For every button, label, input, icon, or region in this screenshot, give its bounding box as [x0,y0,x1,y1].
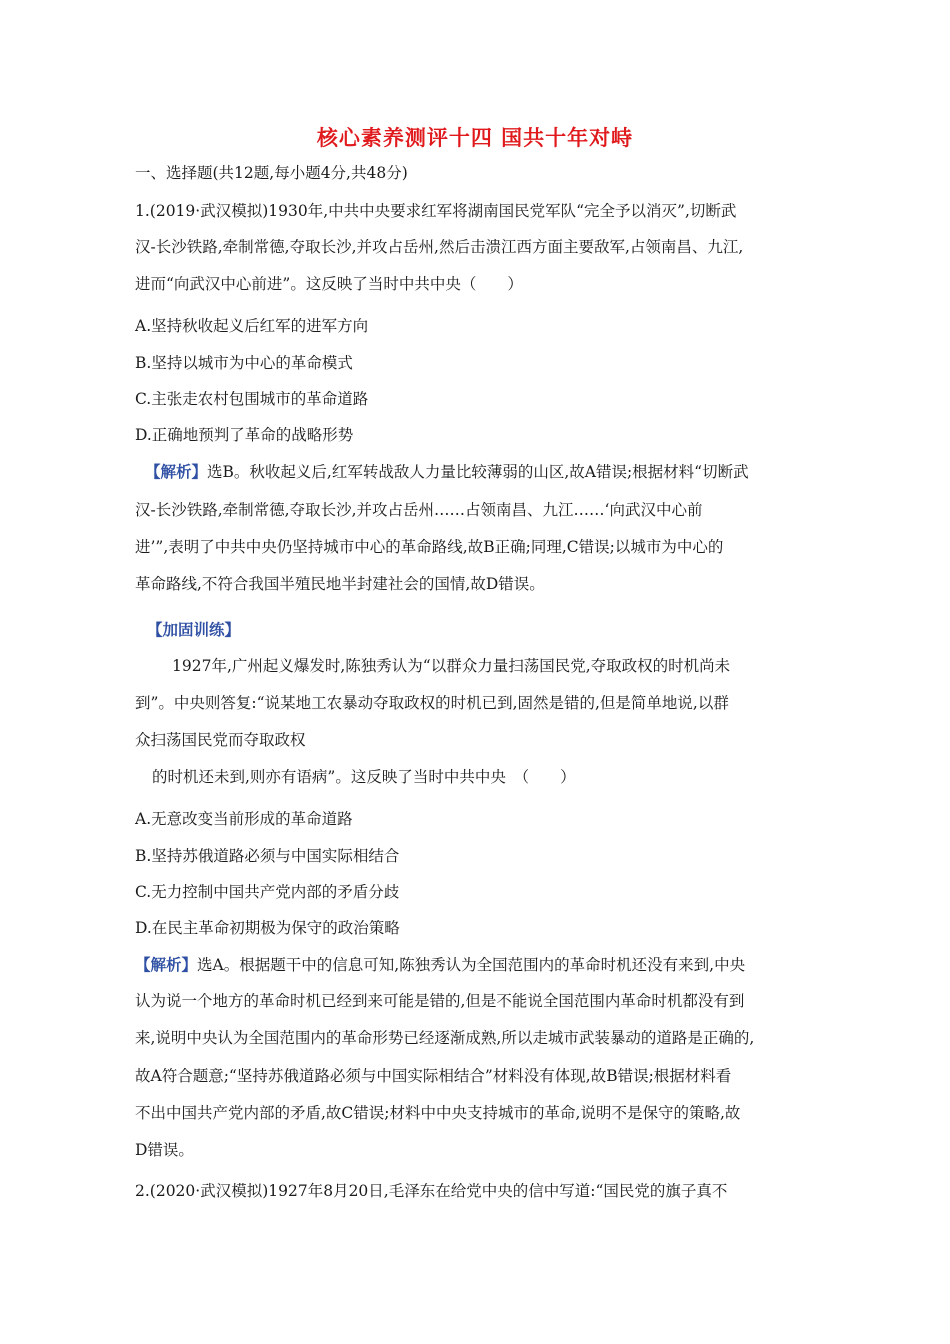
practice-analysis-tag: 【解析】 [135,955,198,974]
practice-analysis-line-4: 故A符合题意;“坚持苏俄道路必须与中国实际相结合”材料没有体现,故B错误;根据材料看 [135,1067,732,1085]
practice-stem-line-2: 到”。中央则答复:“说某地工农暴动夺取政权的时机已到,固然是错的,但是简单地说,以群 [135,694,729,712]
practice-analysis-line-1 [135,954,825,976]
q1-option-c: C.主张走农村包围城市的革命道路 [135,390,369,408]
q2-stem-line-1: 2.(2020·武汉模拟)1927年8月20日,毛泽东在给党中央的信中写道:“国民党的旗子真不 [135,1182,728,1200]
q1-analysis-line-1 [145,461,835,483]
section-heading: 一、选择题(共12题,每小题4分,共48分) [135,164,408,182]
practice-option-b: B.坚持苏俄道路必须与中国实际相结合 [135,847,400,865]
q1-analysis-tag: 【解析】 [145,462,208,481]
q1-analysis-text-1: 选B。秋收起义后,红军转战敌人力量比较薄弱的山区,故A错误;根据材料“切断武 [207,463,749,481]
q1-option-d: D.正确地预判了革命的战略形势 [135,426,354,444]
practice-analysis-line-5: 不出中国共产党内部的矛盾,故C错误;材料中中央支持城市的革命,说明不是保守的策略,故 [135,1104,741,1122]
practice-option-a: A.无意改变当前形成的革命道路 [135,810,353,828]
practice-tag: 【加固训练】 [147,620,241,639]
practice-option-d: D.在民主革命初期极为保守的政治策略 [135,919,400,937]
practice-analysis-line-3: 来,说明中央认为全国范围内的革命形势已经逐渐成熟,所以走城市武装暴动的道路是正确的, [135,1029,755,1047]
q1-stem-line-1: 1.(2019·武汉模拟)1930年,中共中央要求红军将湖南国民党军队“完全予以消灭”,切断武 [135,202,737,220]
q1-option-b: B.坚持以城市为中心的革命模式 [135,354,353,372]
practice-stem-line-4: 的时机还未到,则亦有语病”。这反映了当时中共中央 （ ） [152,768,576,786]
page-title: 核心素养测评十四 国共十年对峙 [316,125,634,150]
q1-analysis-line-4: 革命路线,不符合我国半殖民地半封建社会的国情,故D错误。 [135,575,545,593]
practice-analysis-line-6: D错误。 [135,1141,194,1159]
q1-option-a: A.坚持秋收起义后红军的进军方向 [135,317,369,335]
practice-stem-line-1: 1927年,广州起义爆发时,陈独秀认为“以群众力量扫荡国民党,夺取政权的时机尚未 [172,657,731,675]
q1-stem-line-3: 进而“向武汉中心前进”。这反映了当时中共中央（ ） [135,275,523,293]
q1-analysis-line-3: 进’”,表明了中共中央仍坚持城市中心的革命路线,故B正确;同理,C错误;以城市为中心的 [135,538,724,556]
practice-stem-line-3: 众扫荡国民党而夺取政权 [135,731,306,749]
q1-analysis-line-2: 汉-长沙铁路,牵制常德,夺取长沙,并攻占岳州……占领南昌、九江……‘向武汉中心前 [135,501,703,519]
practice-option-c: C.无力控制中国共产党内部的矛盾分歧 [135,883,400,901]
practice-analysis-line-2: 认为说一个地方的革命时机已经到来可能是错的,但是不能说全国范围内革命时机都没有到 [135,992,745,1010]
practice-analysis-text-1: 选A。根据题干中的信息可知,陈独秀认为全国范围内的革命时机还没有来到,中央 [197,956,746,974]
q1-stem-line-2: 汉-长沙铁路,牵制常德,夺取长沙,并攻占岳州,然后击溃江西方面主要敌军,占领南昌、九江, [135,238,744,256]
